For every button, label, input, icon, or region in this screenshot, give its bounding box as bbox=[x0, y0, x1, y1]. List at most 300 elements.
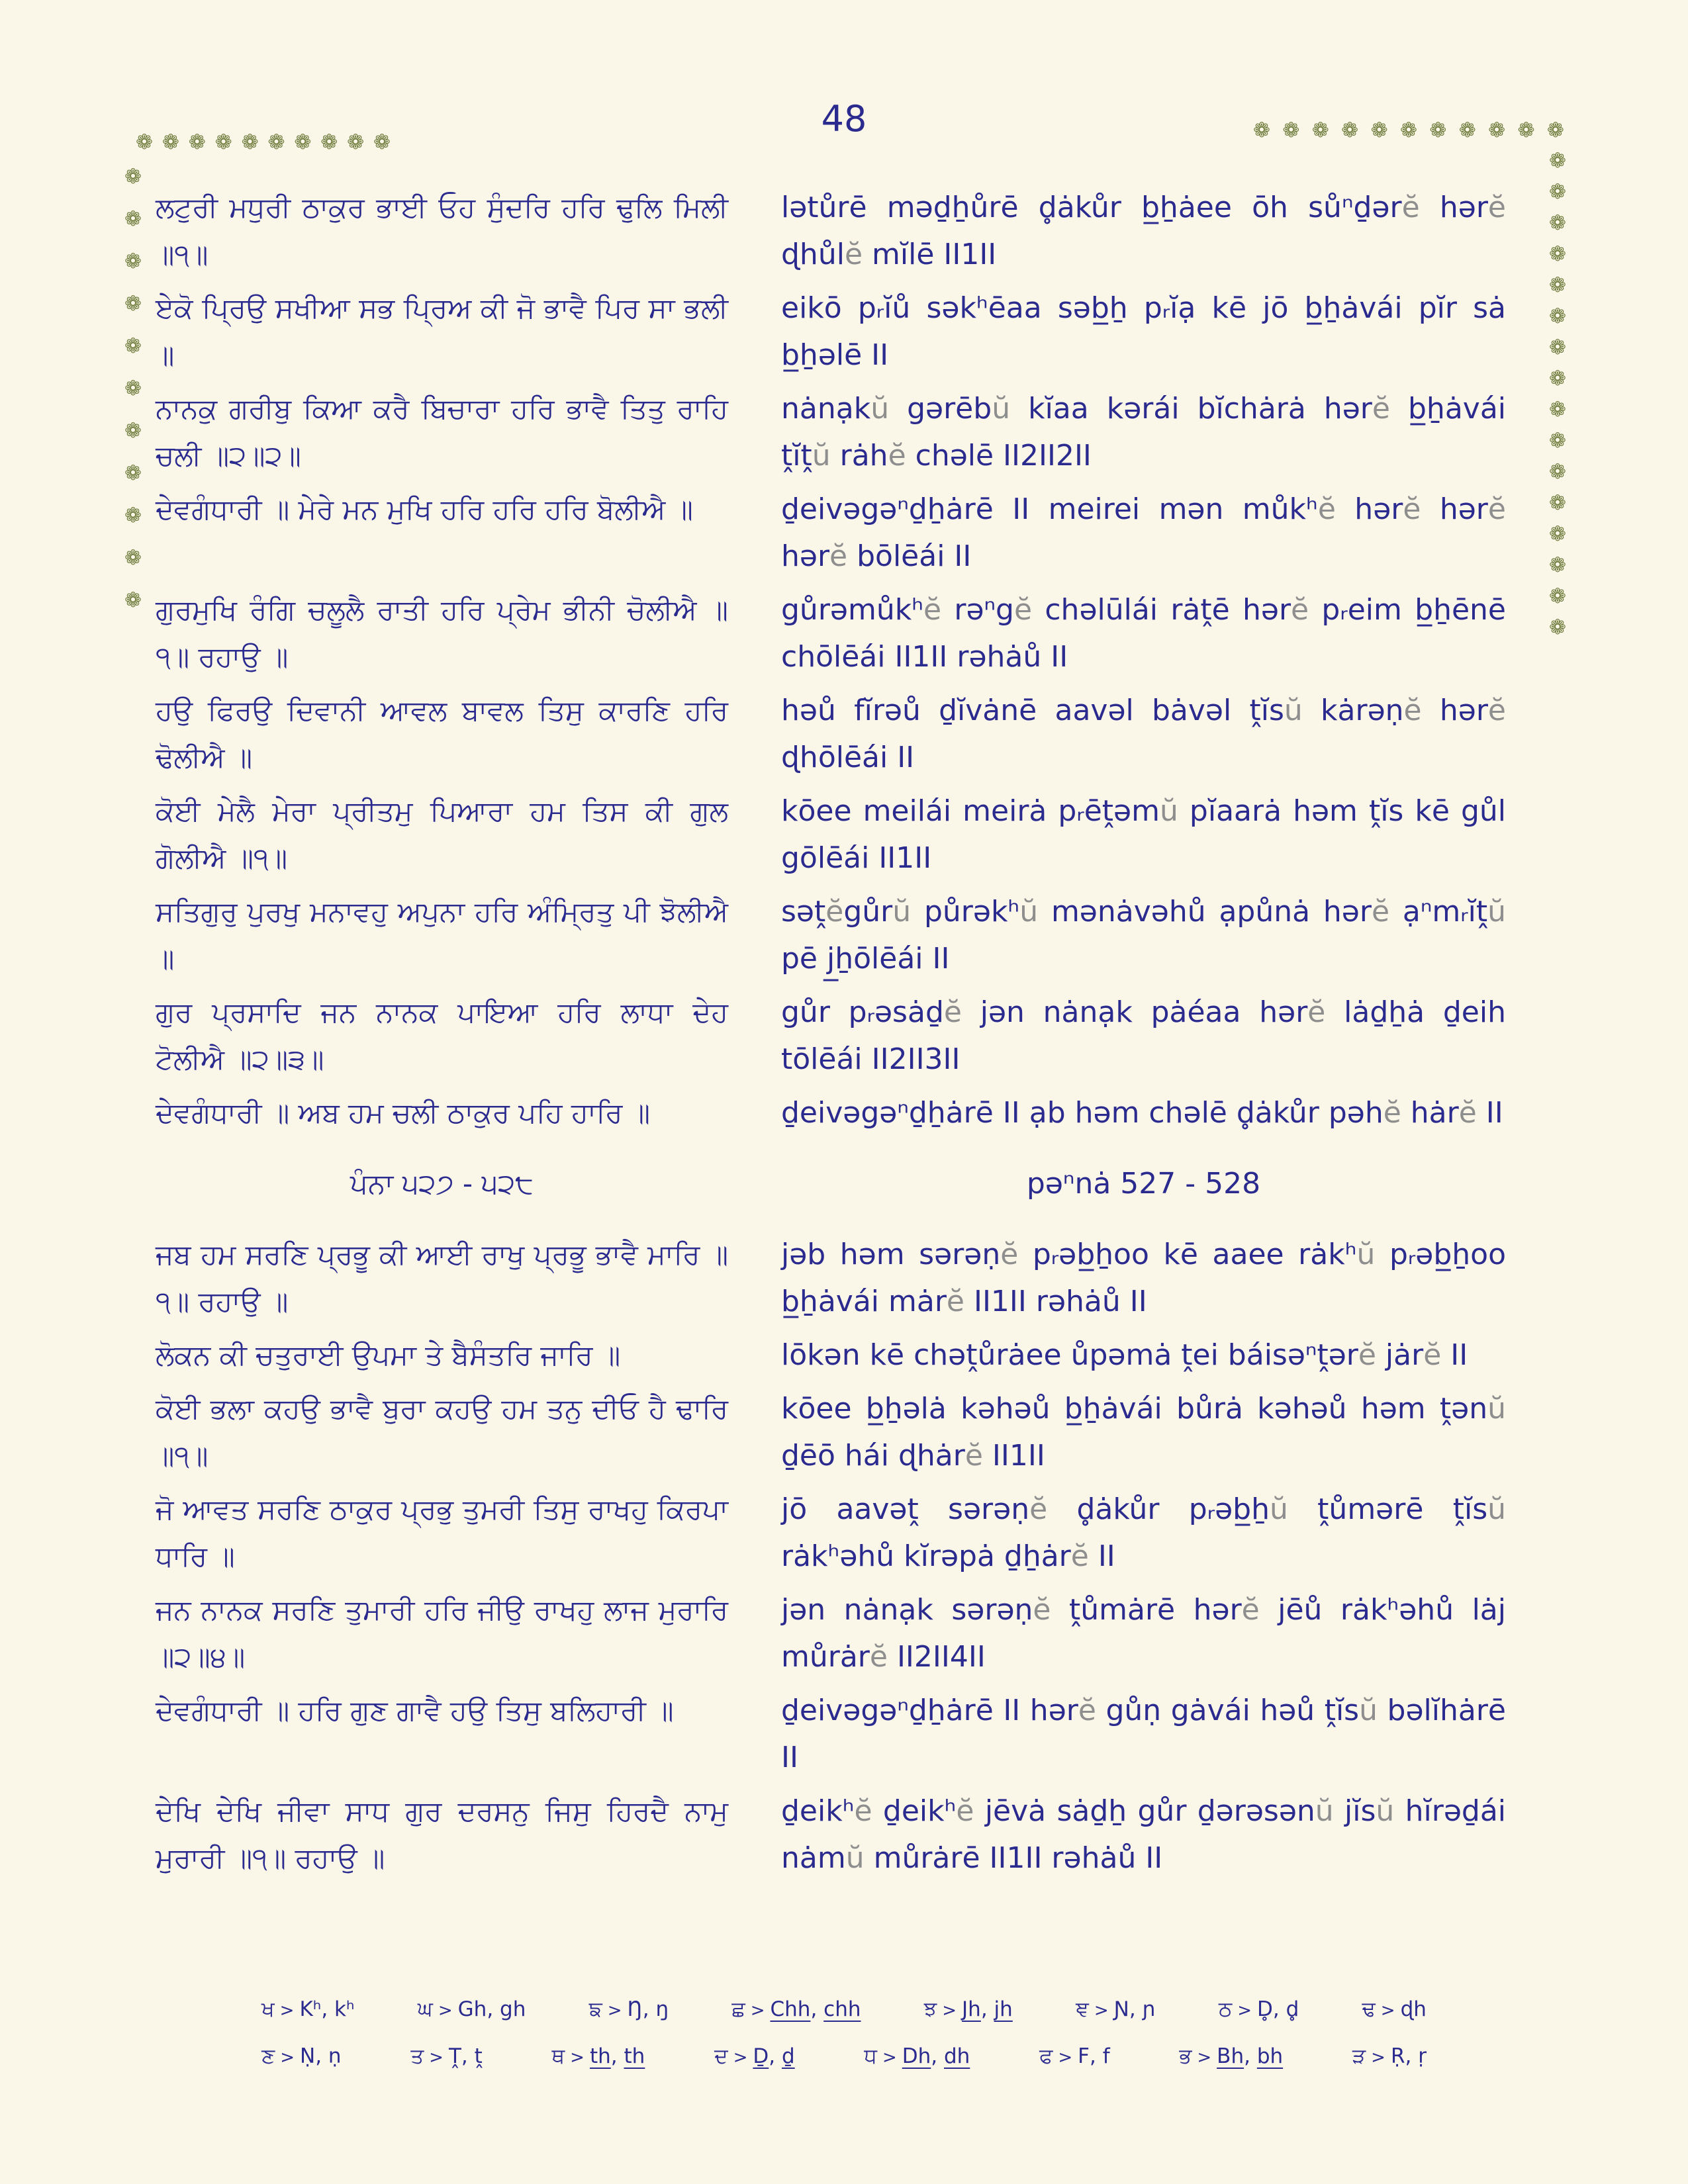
flower-icon: ❁ bbox=[124, 207, 142, 231]
roman-verse bbox=[781, 1385, 1506, 1479]
roman-text-run: jō aavəṱ sərəṇ bbox=[781, 1492, 1030, 1526]
legend-separator: , bbox=[1272, 1997, 1286, 2021]
flower-icon: ❁ bbox=[241, 130, 259, 154]
roman-text-run: II bbox=[1088, 1539, 1115, 1573]
roman-text-run: jēvȧ sȧḏẖ gůr ḏərəsən bbox=[974, 1794, 1315, 1828]
flower-icon: ❁ bbox=[124, 165, 142, 189]
roman-verse bbox=[781, 285, 1506, 379]
flower-icon: ❁ bbox=[1488, 118, 1506, 142]
legend-separator: , bbox=[461, 2044, 475, 2068]
roman-text-run: gůrəmůkʰ bbox=[781, 593, 923, 627]
roman-text-run: pᵣeim b̲ẖēnē chōlēái II1II rəhȧů II bbox=[781, 593, 1506, 674]
roman-text-run: ɖhůl bbox=[781, 238, 845, 271]
gurmukhi-verse: ਦੇਵਗੰਧਾਰੀ ॥ ਅਬ ਹਮ ਚਲੀ ਠਾਕੁਰ ਪਹਿ ਹਾਰਿ ॥ bbox=[156, 1097, 651, 1129]
roman-text-run: kȧrəṇ bbox=[1302, 694, 1404, 727]
legend-separator: , bbox=[810, 1997, 824, 2021]
legend-gurmukhi-letter: ਥ bbox=[551, 2044, 565, 2068]
legend-gurmukhi-letter: ਛ bbox=[731, 1997, 745, 2021]
flower-icon: ❁ bbox=[1458, 118, 1476, 142]
flower-icon: ❁ bbox=[1549, 180, 1566, 204]
flower-icon: ❁ bbox=[1549, 460, 1566, 484]
roman-text-run: kōee meilái meirȧ pᵣēṱəm bbox=[781, 794, 1160, 828]
roman-grey-letters: ĕ bbox=[1401, 191, 1420, 224]
legend-arrow: > bbox=[438, 2001, 453, 2021]
legend-gurmukhi-letter: ਦ bbox=[714, 2044, 728, 2068]
roman-text-run: kĭaa kərái bĭchȧrȧ hər bbox=[1010, 392, 1372, 426]
roman-text-run: hər bbox=[1421, 492, 1488, 526]
legend-arrow: > bbox=[1380, 2001, 1395, 2021]
flower-icon: ❁ bbox=[1549, 367, 1566, 390]
roman-grey-letters: ŭ bbox=[812, 439, 831, 473]
legend-item bbox=[410, 2034, 482, 2081]
roman-grey-letters: ĕ bbox=[829, 539, 848, 573]
roman-text-run: mĭlē II1II bbox=[863, 238, 997, 271]
legend-separator: , bbox=[1244, 2044, 1257, 2068]
roman-grey-letters: ĕ bbox=[1487, 191, 1506, 224]
roman-text-run: gůr bbox=[843, 895, 893, 929]
legend-gurmukhi-letter: ਫ bbox=[1039, 2044, 1053, 2068]
roman-verse bbox=[781, 1788, 1506, 1882]
roman-text-run: ḏeivəgəⁿḏẖȧrē II ạb həm chəlē d̥ȧkůr pəh bbox=[781, 1096, 1383, 1130]
flower-icon: ❁ bbox=[1549, 584, 1566, 608]
legend-arrow: > bbox=[750, 2001, 765, 2021]
legend-item bbox=[714, 2034, 795, 2081]
legend-gurmukhi-letter: ਙ bbox=[588, 1997, 602, 2021]
roman-text-run: jən nȧnạk sərəṇ bbox=[781, 1593, 1033, 1627]
roman-text-run: pᵣəb̲ẖoo b̲ẖȧvái mȧr bbox=[781, 1238, 1506, 1318]
legend-roman-token: ṇ bbox=[328, 2044, 342, 2068]
gurmukhi-verse: ਜਬ ਹਮ ਸਰਣਿ ਪ੍ਰਭੂ ਕੀ ਆਈ ਰਾਖੁ ਪ੍ਰਭੂ ਭਾਵੈ ਮਾਰਿ ॥੧॥ ਰਹਾਉ ॥ bbox=[156, 1238, 728, 1318]
flower-icon: ❁ bbox=[1549, 615, 1566, 639]
legend-separator: , bbox=[610, 2044, 624, 2068]
legend-separator: , bbox=[931, 2044, 944, 2068]
roman-grey-letters: ŭ bbox=[1019, 895, 1039, 929]
legend-roman-token: bh bbox=[1256, 2044, 1284, 2068]
page-ref-roman: pəⁿnȧ 527 - 528 bbox=[1026, 1167, 1261, 1201]
roman-text-run: kōee b̲ẖəlȧ kəhəů b̲ẖȧvái bůrȧ kəhəů həm ṱən bbox=[781, 1392, 1488, 1426]
roman-verse bbox=[781, 1332, 1506, 1379]
legend-arrow: > bbox=[1058, 2048, 1073, 2068]
gurmukhi-verse: ਦੇਵਗੰਧਾਰੀ ॥ ਮੇਰੇ ਮਨ ਮੁਖਿ ਹਰਿ ਹਰਿ ਹਰਿ ਬੋਲੀਐ ॥ bbox=[156, 493, 693, 525]
legend-roman-token: ḏ bbox=[781, 2044, 795, 2068]
legend-arrow: > bbox=[733, 2048, 748, 2068]
flower-border-top-left bbox=[136, 132, 391, 153]
flower-icon: ❁ bbox=[1549, 429, 1566, 453]
flower-icon: ❁ bbox=[1253, 118, 1270, 142]
roman-grey-letters: ŭ bbox=[845, 1841, 865, 1875]
legend-gurmukhi-letter: ਞ bbox=[1076, 1997, 1089, 2021]
roman-text-run: II1II rəhȧů II bbox=[964, 1285, 1147, 1318]
roman-grey-letters: ĕ bbox=[923, 593, 942, 627]
roman-grey-letters: ĕ bbox=[1487, 694, 1506, 727]
legend-separator: , bbox=[315, 2044, 328, 2068]
roman-grey-letters: ĕ bbox=[1070, 1539, 1089, 1573]
legend-arrow: > bbox=[1094, 2001, 1109, 2021]
roman-text-run: ḏeivəgəⁿḏẖȧrē II hər bbox=[781, 1694, 1078, 1727]
roman-grey-letters: ĕ bbox=[1383, 1096, 1401, 1130]
legend-gurmukhi-letter: ਣ bbox=[261, 2044, 275, 2068]
roman-grey-letters: ŭ bbox=[1376, 1794, 1395, 1828]
roman-text-run: hər bbox=[1335, 492, 1403, 526]
legend-separator: , bbox=[1405, 2044, 1419, 2068]
gurmukhi-verse: ਜੋ ਆਵਤ ਸਰਣਿ ਠਾਕੁਰ ਪ੍ਰਭੁ ਤੁਮਰੀ ਤਿਸੁ ਰਾਖਹੁ ਕਿਰਪਾ ਧਾਰਿ ॥ bbox=[156, 1493, 728, 1572]
flower-icon: ❁ bbox=[1549, 553, 1566, 577]
legend-roman-token: Ḏ bbox=[753, 2044, 769, 2068]
roman-grey-letters: ĕ bbox=[946, 1285, 964, 1318]
legend-separator: , bbox=[769, 2044, 782, 2068]
roman-grey-letters: ĕ bbox=[825, 895, 844, 929]
roman-text-run: səṱ bbox=[781, 895, 826, 929]
roman-grey-letters: ĕ bbox=[964, 1439, 983, 1473]
legend-roman-token: dh bbox=[944, 2044, 970, 2068]
roman-text-run: ḏeivəgəⁿḏẖȧrē II meirei mən můkʰ bbox=[781, 492, 1318, 526]
legend-item bbox=[731, 1987, 861, 2034]
gurmukhi-verse: ਹਉ ਫਿਰਉ ਦਿਵਾਨੀ ਆਵਲ ਬਾਵਲ ਤਿਸੁ ਕਾਰਣਿ ਹਰਿ ਢੋਲੀਐ ॥ bbox=[156, 694, 728, 774]
flower-icon: ❁ bbox=[347, 130, 365, 154]
roman-text-run: II1II bbox=[982, 1439, 1045, 1473]
roman-grey-letters: ĕ bbox=[1372, 392, 1390, 426]
legend-gurmukhi-letter: ੜ bbox=[1352, 2044, 1366, 2068]
roman-text-run: jȧr bbox=[1376, 1338, 1424, 1372]
flower-icon: ❁ bbox=[1549, 304, 1566, 328]
roman-text-run: həů fĭrəů ḏĭvȧnē aavəl bȧvəl ṱĭs bbox=[781, 694, 1284, 727]
legend-arrow: > bbox=[882, 2048, 897, 2068]
roman-verse bbox=[781, 586, 1506, 680]
legend-gurmukhi-letter: ਭ bbox=[1179, 2044, 1192, 2068]
legend-roman-token: ṛ bbox=[1418, 2044, 1427, 2068]
flower-border-top-right bbox=[1253, 120, 1564, 141]
flower-icon: ❁ bbox=[1549, 491, 1566, 515]
roman-verse bbox=[781, 1231, 1506, 1325]
roman-text-run: II bbox=[1441, 1338, 1468, 1372]
flower-icon: ❁ bbox=[1341, 118, 1359, 142]
gurmukhi-verse: ਏਕੋ ਪ੍ਰਿਉ ਸਖੀਆ ਸਭ ਪ੍ਰਿਅ ਕੀ ਜੋ ਭਾਵੈ ਪਿਰ ਸਾ ਭਲੀ ॥ bbox=[156, 292, 728, 371]
roman-text-run: hər bbox=[1419, 191, 1488, 224]
legend-arrow: > bbox=[1371, 2048, 1385, 2068]
roman-grey-letters: ŭ bbox=[1315, 1794, 1334, 1828]
transliteration-legend bbox=[261, 1987, 1427, 2081]
roman-text-run: gůr pᵣəsȧḏ bbox=[781, 995, 944, 1029]
legend-roman-token: Kʰ bbox=[299, 1997, 322, 2021]
legend-arrow: > bbox=[1237, 2001, 1252, 2021]
legend-roman-token: f bbox=[1102, 2044, 1110, 2068]
roman-grey-letters: ĕ bbox=[854, 1794, 872, 1828]
legend-roman-token: ṱ bbox=[474, 2044, 483, 2068]
roman-grey-letters: ĕ bbox=[888, 439, 906, 473]
legend-roman-token: jh bbox=[994, 1997, 1013, 2021]
roman-text-run: pē j̲ẖōlēái II bbox=[781, 942, 950, 976]
flower-icon: ❁ bbox=[1546, 118, 1564, 142]
roman-text-run: hər bbox=[1421, 694, 1488, 727]
legend-separator: , bbox=[642, 1997, 656, 2021]
roman-text-run: mənȧvəhů ạpůnȧ hər bbox=[1038, 895, 1372, 929]
roman-grey-letters: ĕ bbox=[1033, 1593, 1051, 1627]
legend-item bbox=[261, 2034, 342, 2081]
legend-separator: , bbox=[980, 1997, 994, 2021]
legend-item bbox=[261, 1987, 355, 2034]
flower-icon: ❁ bbox=[1517, 118, 1535, 142]
roman-grey-letters: ĕ bbox=[1241, 1593, 1260, 1627]
roman-text-run: ḏeikʰ bbox=[872, 1794, 957, 1828]
roman-verse bbox=[781, 989, 1506, 1083]
roman-text-run: gərēb bbox=[889, 392, 992, 426]
flower-icon: ❁ bbox=[1282, 118, 1300, 142]
roman-grey-letters: ĕ bbox=[1307, 995, 1326, 1029]
roman-grey-letters: ĕ bbox=[869, 1640, 888, 1674]
roman-text-run: jən nȧnạk pȧéaa hər bbox=[961, 995, 1308, 1029]
legend-roman-token: Chh bbox=[770, 1997, 811, 2021]
legend-separator: , bbox=[321, 1997, 335, 2021]
page-ref-gurmukhi: ਪੰਨਾ ੫੨੭ - ੫੨੮ bbox=[350, 1167, 534, 1200]
roman-text-run: bəlĭhȧrē II bbox=[781, 1694, 1507, 1774]
roman-text-run: bōlēái II bbox=[847, 539, 972, 573]
flower-icon: ❁ bbox=[124, 504, 142, 527]
roman-text-run: ɖhōlēái II bbox=[781, 741, 915, 774]
legend-roman-token: ɲ bbox=[1142, 1997, 1156, 2021]
roman-verse bbox=[781, 1586, 1506, 1680]
legend-row-2 bbox=[261, 2034, 1427, 2081]
legend-arrow: > bbox=[280, 2048, 295, 2068]
roman-text-run: b̲ẖȧvái ṱĭṱ bbox=[781, 392, 1507, 473]
flower-icon: ❁ bbox=[1549, 242, 1566, 266]
legend-gurmukhi-letter: ਧ bbox=[864, 2044, 877, 2068]
gurmukhi-verse: ਜਨ ਨਾਨਕ ਸਰਣਿ ਤੁਮਾਰੀ ਹਰਿ ਜੀਉ ਰਾਖਹੁ ਲਾਜ ਮੁਰਾਰਿ ॥੨॥੪॥ bbox=[156, 1594, 728, 1673]
roman-text-run: hĭrəḏái nȧm bbox=[781, 1794, 1507, 1875]
roman-text-run: jəb həm sərəṇ bbox=[781, 1238, 1001, 1271]
flower-icon: ❁ bbox=[267, 130, 285, 154]
flower-icon: ❁ bbox=[1370, 118, 1388, 142]
legend-arrow: > bbox=[429, 2048, 444, 2068]
flower-icon: ❁ bbox=[1549, 149, 1566, 173]
legend-item bbox=[552, 2034, 645, 2081]
legend-roman-token: ŋ bbox=[655, 1997, 669, 2021]
legend-gurmukhi-letter: ਤ bbox=[410, 2044, 424, 2068]
legend-item bbox=[589, 1987, 669, 2034]
roman-grey-letters: ĕ bbox=[956, 1794, 974, 1828]
roman-text-run: rȧkʰəhů kĭrəpȧ ḏẖȧr bbox=[781, 1539, 1071, 1573]
roman-text-run: ḏēō hái ɖhȧr bbox=[781, 1439, 965, 1473]
legend-row-1 bbox=[261, 1987, 1427, 2034]
gurmukhi-verse: ਸਤਿਗੁਰੁ ਪੁਰਖੁ ਮਨਾਵਹੁ ਅਪੁਨਾ ਹਰਿ ਅੰਮ੍ਰਿਤੁ ਪੀ ਝੋਲੀਐ ॥ bbox=[156, 895, 728, 975]
roman-grey-letters: ŭ bbox=[870, 392, 890, 426]
legend-arrow: > bbox=[942, 2001, 957, 2021]
flower-icon: ❁ bbox=[294, 130, 312, 154]
legend-item bbox=[1179, 2034, 1283, 2081]
roman-verse bbox=[781, 888, 1506, 982]
legend-arrow: > bbox=[570, 2048, 585, 2068]
legend-item bbox=[1352, 2034, 1427, 2081]
legend-roman-token: Ṇ bbox=[299, 2044, 316, 2068]
flower-icon: ❁ bbox=[124, 419, 142, 443]
legend-separator: , bbox=[487, 1997, 500, 2021]
roman-grey-letters: ĕ bbox=[1423, 1338, 1442, 1372]
roman-verse bbox=[781, 486, 1506, 580]
roman-verse bbox=[781, 1486, 1506, 1580]
roman-grey-letters: ŭ bbox=[1487, 1492, 1507, 1526]
legend-arrow: > bbox=[279, 2001, 295, 2021]
roman-grey-letters: ĕ bbox=[1291, 593, 1309, 627]
roman-grey-letters: ŭ bbox=[1359, 1694, 1378, 1727]
roman-text-run: chəlūlái rȧṱē hər bbox=[1032, 593, 1291, 627]
roman-text-run: jēů rȧkʰəhů lȧj můrȧr bbox=[781, 1593, 1506, 1674]
roman-grey-letters: ĕ bbox=[1403, 694, 1422, 727]
gurmukhi-verse: ਕੋਈ ਮੇਲੈ ਮੇਰਾ ਪ੍ਰੀਤਮੁ ਪਿਆਰਾ ਹਮ ਤਿਸ ਕੀ ਗੁਲ ਗੋਲੀਐ ॥੧॥ bbox=[156, 795, 728, 874]
legend-roman-token: Dh bbox=[902, 2044, 931, 2068]
legend-roman-token: Ŋ bbox=[627, 1997, 643, 2021]
legend-item bbox=[418, 1987, 526, 2034]
legend-roman-token: F bbox=[1078, 2044, 1090, 2068]
verse-grid bbox=[156, 184, 1506, 1882]
flower-icon: ❁ bbox=[124, 250, 142, 273]
roman-text-run: ạⁿmᵣĭṱ bbox=[1389, 895, 1488, 929]
legend-item bbox=[924, 1987, 1013, 2034]
legend-gurmukhi-letter: ਘ bbox=[417, 1997, 433, 2021]
flower-icon: ❁ bbox=[188, 130, 206, 154]
roman-grey-letters: ŭ bbox=[1284, 694, 1303, 727]
roman-grey-letters: ĕ bbox=[1458, 1096, 1477, 1130]
roman-grey-letters: ŭ bbox=[1487, 895, 1506, 929]
roman-text-run: lȧḏẖȧ ḏeih tōlēái II2II3II bbox=[781, 995, 1506, 1076]
legend-roman-token: ɖh bbox=[1400, 1997, 1427, 2021]
roman-text-run: ḏeikʰ bbox=[781, 1794, 855, 1828]
roman-text-run: rəⁿg bbox=[941, 593, 1014, 627]
roman-grey-letters: ŭ bbox=[892, 895, 912, 929]
roman-grey-letters: ĕ bbox=[1487, 492, 1506, 526]
legend-separator: , bbox=[1129, 1997, 1143, 2021]
roman-verse bbox=[781, 184, 1506, 278]
legend-separator: , bbox=[1089, 2044, 1103, 2068]
flower-icon: ❁ bbox=[124, 546, 142, 570]
roman-grey-letters: ŭ bbox=[1487, 1392, 1506, 1426]
roman-grey-letters: ĕ bbox=[1371, 895, 1390, 929]
legend-gurmukhi-letter: ਢ bbox=[1362, 1997, 1376, 2021]
flower-icon: ❁ bbox=[320, 130, 338, 154]
roman-text-run: můrȧrē II1II rəhȧů II bbox=[864, 1841, 1163, 1875]
legend-gurmukhi-letter: ਖ bbox=[261, 1997, 275, 2021]
roman-text-run: nȧnạk bbox=[781, 392, 871, 426]
roman-text-run: hȧr bbox=[1401, 1096, 1459, 1130]
roman-grey-letters: ĕ bbox=[1078, 1694, 1096, 1727]
flower-icon: ❁ bbox=[1311, 118, 1329, 142]
roman-text-run: lətůrē məḏẖůrē d̥ȧkůr b̲ẖȧee ōh sůⁿḏər bbox=[781, 191, 1402, 224]
legend-roman-token: th bbox=[589, 2044, 611, 2068]
gurmukhi-verse: ਗੁਰ ਪ੍ਰਸਾਦਿ ਜਨ ਨਾਨਕ ਪਾਇਆ ਹਰਿ ਲਾਧਾ ਦੇਹ ਟੋਲੀਐ ॥੨॥੩॥ bbox=[156, 996, 728, 1075]
legend-roman-token: Jh bbox=[962, 1997, 981, 2021]
flower-icon: ❁ bbox=[1549, 336, 1566, 359]
gurmukhi-verse: ਗੁਰਮੁਖਿ ਰੰਗਿ ਚਲੂਲੈ ਰਾਤੀ ਹਰਿ ਪ੍ਰੇਮ ਭੀਨੀ ਚੋਲੀਐ ॥੧॥ ਰਹਾਉ ॥ bbox=[156, 594, 728, 673]
legend-arrow: > bbox=[1197, 2048, 1212, 2068]
flower-border-left-column bbox=[124, 167, 142, 611]
flower-icon: ❁ bbox=[1549, 211, 1566, 235]
flower-icon: ❁ bbox=[136, 130, 153, 154]
legend-roman-token: chh bbox=[823, 1997, 861, 2021]
legend-roman-token: kʰ bbox=[334, 1997, 355, 2021]
flower-icon: ❁ bbox=[124, 292, 142, 316]
flower-icon: ❁ bbox=[124, 588, 142, 612]
legend-roman-token: Ṛ bbox=[1390, 2044, 1405, 2068]
roman-text-run: II bbox=[1476, 1096, 1503, 1130]
roman-grey-letters: ŭ bbox=[1356, 1238, 1376, 1271]
flower-icon: ❁ bbox=[124, 377, 142, 400]
roman-grey-letters: ĕ bbox=[1029, 1492, 1048, 1526]
page-number: 48 bbox=[821, 98, 867, 140]
roman-grey-letters: ĕ bbox=[1403, 492, 1421, 526]
legend-roman-token: th bbox=[624, 2044, 645, 2068]
roman-text-run: ṱůmȧrē hər bbox=[1051, 1593, 1242, 1627]
roman-text-run: d̥ȧkůr pᵣəb̲ẖ bbox=[1047, 1492, 1270, 1526]
roman-text-run: lōkən kē chəṱůrȧee ůpəmȧ ṱei báisəⁿṱər bbox=[781, 1338, 1358, 1372]
roman-verse bbox=[781, 687, 1506, 781]
roman-grey-letters: ĕ bbox=[844, 238, 863, 271]
legend-roman-token: Bh bbox=[1217, 2044, 1244, 2068]
gurmukhi-verse: ਕੋਈ ਭਲਾ ਕਹਉ ਭਾਵੈ ਬੁਰਾ ਕਹਉ ਹਮ ਤਨੁ ਦੀਓ ਹੈ ਢਾਰਿ ॥੧॥ bbox=[156, 1392, 728, 1472]
roman-verse bbox=[781, 1089, 1506, 1136]
roman-text-run: hər bbox=[781, 539, 830, 573]
legend-roman-token: Ɲ bbox=[1113, 1997, 1129, 2021]
roman-text-run: půrəkʰ bbox=[911, 895, 1020, 929]
gurmukhi-verse: ਨਾਨਕੁ ਗਰੀਬੁ ਕਿਆ ਕਰੈ ਬਿਚਾਰਾ ਹਰਿ ਭਾਵੈ ਤਿਤੁ ਰਾਹਿ ਚਲੀ ॥੨॥੨॥ bbox=[156, 392, 728, 472]
roman-verse bbox=[781, 788, 1506, 882]
roman-text-run: jĭs bbox=[1333, 1794, 1376, 1828]
roman-verse bbox=[781, 385, 1506, 479]
legend-item bbox=[1076, 1987, 1156, 2034]
roman-text-run: chəlē II2II2II bbox=[906, 439, 1092, 473]
legend-arrow: > bbox=[607, 2001, 622, 2021]
legend-roman-token: Ṱ bbox=[448, 2044, 461, 2068]
roman-grey-letters: ĕ bbox=[1000, 1238, 1019, 1271]
roman-grey-letters: ĕ bbox=[1317, 492, 1336, 526]
roman-grey-letters: ŭ bbox=[1269, 1492, 1288, 1526]
flower-border-right-column bbox=[1549, 151, 1566, 638]
roman-grey-letters: ĕ bbox=[1014, 593, 1033, 627]
roman-grey-letters: ĕ bbox=[943, 995, 962, 1029]
flower-icon: ❁ bbox=[1399, 118, 1417, 142]
flower-icon: ❁ bbox=[1429, 118, 1447, 142]
legend-roman-token: D̥ bbox=[1257, 1997, 1273, 2021]
roman-grey-letters: ŭ bbox=[1160, 794, 1178, 828]
legend-item bbox=[1219, 1987, 1299, 2034]
legend-gurmukhi-letter: ਠ bbox=[1218, 1997, 1233, 2021]
roman-text-run: pᵣəb̲ẖoo kē aaee rȧkʰ bbox=[1018, 1238, 1357, 1271]
legend-roman-token: gh bbox=[500, 1997, 526, 2021]
legend-gurmukhi-letter: ਝ bbox=[923, 1997, 937, 2021]
legend-roman-token: d̥ bbox=[1286, 1997, 1299, 2021]
roman-verse bbox=[781, 1687, 1506, 1781]
flower-icon: ❁ bbox=[1549, 522, 1566, 546]
roman-grey-letters: ŭ bbox=[992, 392, 1011, 426]
flower-icon: ❁ bbox=[1549, 398, 1566, 422]
roman-text-run: pĭaarȧ həm ṱĭs kē gůl gōlēái II1II bbox=[781, 794, 1506, 875]
legend-roman-token: Gh bbox=[457, 1997, 487, 2021]
legend-item bbox=[864, 2034, 970, 2081]
roman-grey-letters: ĕ bbox=[1358, 1338, 1376, 1372]
roman-text-run: rȧh bbox=[830, 439, 888, 473]
flower-icon: ❁ bbox=[373, 130, 391, 154]
gurmukhi-verse: ਲਟੁਰੀ ਮਧੁਰੀ ਠਾਕੁਰ ਭਾਈ ਓਹ ਸੁੰਦਰਿ ਹਰਿ ਢੁਲਿ ਮਿਲੀ ॥੧॥ bbox=[156, 191, 728, 271]
gurmukhi-verse: ਦੇਵਗੰਧਾਰੀ ॥ ਹਰਿ ਗੁਣ ਗਾਵੈ ਹਉ ਤਿਸੁ ਬਲਿਹਾਰੀ ॥ bbox=[156, 1694, 674, 1727]
gurmukhi-verse: ਦੇਖਿ ਦੇਖਿ ਜੀਵਾ ਸਾਧ ਗੁਰ ਦਰਸਨੁ ਜਿਸੁ ਹਿਰਦੈ ਨਾਮੁ ਮੁਰਾਰੀ ॥੧॥ ਰਹਾਉ ॥ bbox=[156, 1795, 728, 1874]
flower-icon: ❁ bbox=[1549, 273, 1566, 297]
legend-item bbox=[1039, 2034, 1110, 2081]
flower-icon: ❁ bbox=[124, 334, 142, 358]
roman-text-run: ṱůmərē ṱĭs bbox=[1288, 1492, 1488, 1526]
flower-icon: ❁ bbox=[214, 130, 232, 154]
flower-icon: ❁ bbox=[162, 130, 179, 154]
roman-text-run: gůṇ gȧvái həů ṱĭs bbox=[1096, 1694, 1360, 1727]
gurmukhi-verse: ਲੋਕਨ ਕੀ ਚਤੁਰਾਈ ਉਪਮਾ ਤੇ ਬੈਸੰਤਰਿ ਜਾਰਿ ॥ bbox=[156, 1339, 621, 1371]
roman-text-run: II2II4II bbox=[887, 1640, 986, 1674]
legend-item bbox=[1362, 1987, 1427, 2034]
